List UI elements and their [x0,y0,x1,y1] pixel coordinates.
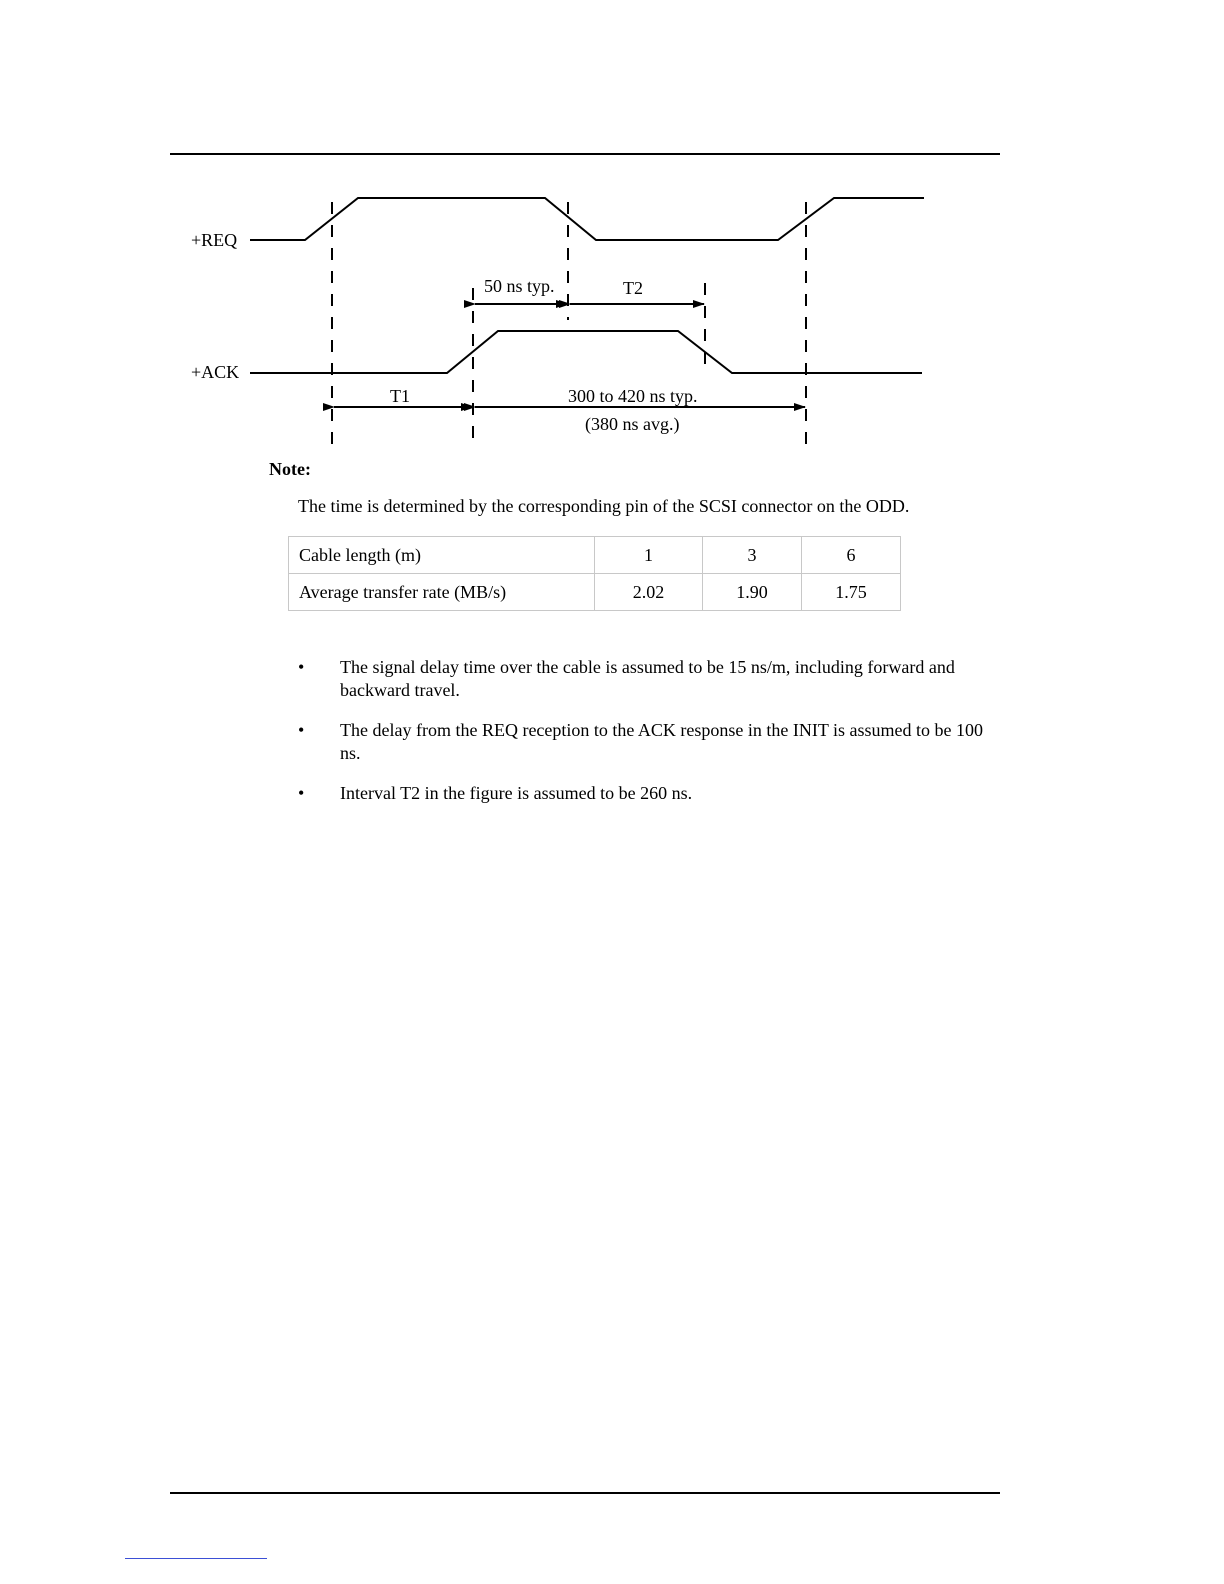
label-avg: (380 ns avg.) [585,414,680,434]
list-item-text: The delay from the REQ reception to the ACK response in the INIT is assumed to be 100 ns. [340,720,984,763]
ack-signal-label: +ACK [191,362,240,382]
note-text: The time is determined by the corresponding pin of the SCSI connector on the ODD. [298,496,910,516]
bullet-icon: • [298,720,305,740]
list-item [298,656,988,702]
table-cell: 2.02 [595,574,703,611]
label-t1: T1 [390,386,410,406]
label-50ns: 50 ns typ. [484,276,555,296]
bullet-icon: • [298,657,305,677]
timing-diagram [0,0,1224,460]
label-t2: T2 [623,278,643,298]
list-item [298,719,988,765]
table-cell: 1 [595,537,703,574]
list-item [298,782,988,805]
table-cell: 6 [802,537,901,574]
req-signal-label: +REQ [191,230,238,250]
table-cell: 1.75 [802,574,901,611]
table-cell: 1.90 [703,574,802,611]
table-cell: Cable length (m) [289,537,595,574]
table-row [289,537,901,574]
footer-rule [170,1492,1000,1494]
list-item-text: The signal delay time over the cable is assumed to be 15 ns/m, including forward and backward travel. [340,657,955,700]
note-title: Note: [269,459,311,479]
transfer-rate-table [288,536,901,611]
bullet-icon: • [298,783,305,803]
ack-waveform [250,331,922,373]
table-cell: 3 [703,537,802,574]
list-item-text: Interval T2 in the figure is assumed to be 260 ns. [340,783,693,803]
req-waveform [250,198,924,240]
table-row [289,574,901,611]
table-cell: Average transfer rate (MB/s) [289,574,595,611]
label-range: 300 to 420 ns typ. [568,386,698,406]
footer-link-underline [125,1558,267,1559]
assumption-list [298,656,988,822]
